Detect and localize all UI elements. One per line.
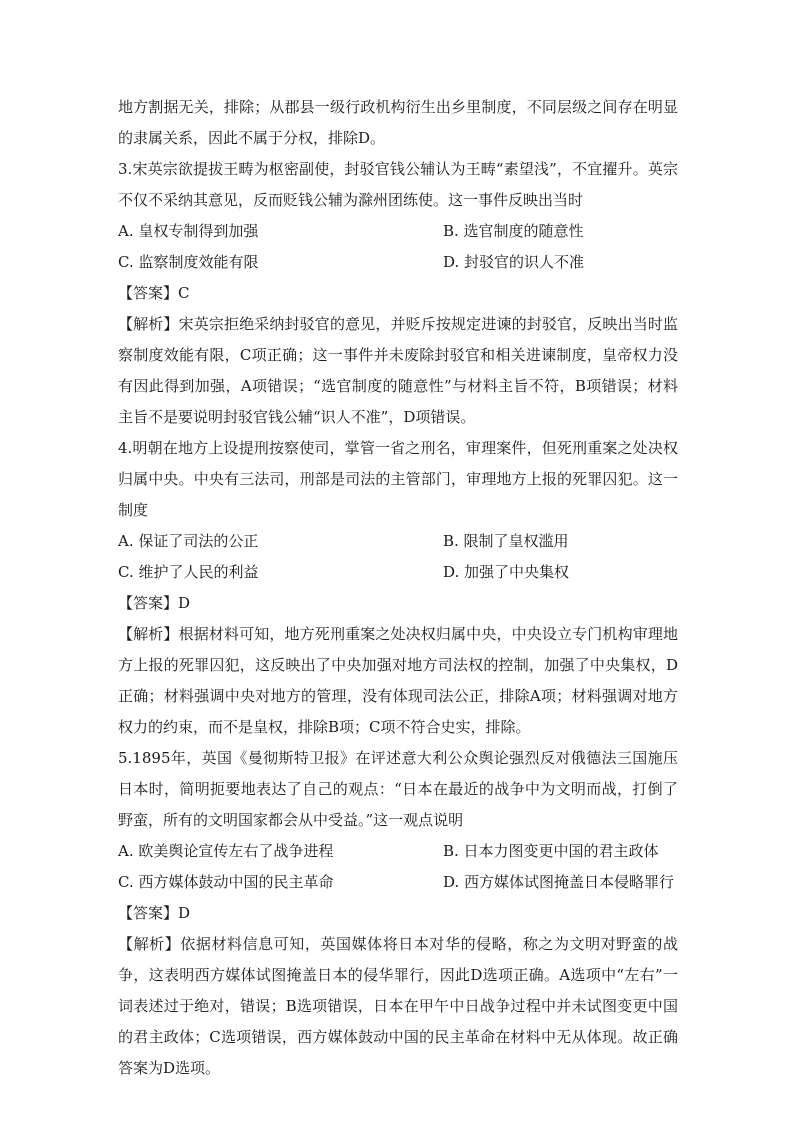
analysis-text: 依据材料信息可知，英国媒体将日本对华的侵略，称之为文明对野蛮的战争，这表明西方媒体试图掩盖日本的侵华罪行，因此D选项正确。A选项中“左右”一词表述过于绝对，错误；B选项错误，日本在甲午中日战争过程中并未试图变更中国的君主政体；C选项错误，西方媒体鼓动中国的民主革命在材料中无从体现。故正确答案为D选项。 [118,935,678,1077]
analysis-paragraph [118,309,678,433]
analysis-text: 根据材料可知，地方死刑重案之处决权归属中央，中央设立专门机构审理地方上报的死罪囚犯，这反映出了中央加强对地方司法权的控制，加强了中央集权，D正确；材料强调中央对地方的管理，没有体现司法公正，排除A项；材料强调对地方权力的约束，而不是皇权，排除B项；C项不符合史实，排除。 [118,625,678,736]
option-c: C. 西方媒体鼓动中国的民主革命 [118,873,334,891]
option-b: B. 选官制度的随意性 [443,222,584,240]
options-grid [118,526,678,588]
answer-line [118,278,678,309]
answer-value: C [178,284,190,302]
analysis-label: 【解析】 [118,625,179,643]
answer-line [118,588,678,619]
option-d: D. 加强了中央集权 [443,563,570,581]
option-a: A. 保证了司法的公正 [118,532,259,550]
answer-label: 【答案】 [118,904,179,922]
question-stem: 3.宋英宗欲提拔王畴为枢密副使，封驳官钱公辅认为王畴“素望浅”，不宜擢升。英宗不仅不采纳其意见，反而贬钱公辅为滁州团练使。这一事件反映出当时 [118,160,678,209]
question-5 [118,743,678,1084]
answer-line [118,898,678,929]
answer-label: 【答案】 [118,284,179,302]
option-a: A. 欧美舆论宣传左右了战争进程 [118,842,334,860]
answer-value: D [178,594,191,612]
analysis-label: 【解析】 [118,315,179,333]
analysis-text: 宋英宗拒绝采纳封驳官的意见，并贬斥按规定进谏的封驳官，反映出当时监察制度效能有限，C项正确；这一事件并未废除封驳官和相关进谏制度，皇帝权力没有因此得到加强，A项错误；“选官制度的随意性”与材料主旨不符，B项错误；材料主旨不是要说明封驳官钱公辅“识人不准”，D项错误。 [118,315,678,426]
option-d: D. 西方媒体试图掩盖日本侵略罪行 [443,873,675,891]
answer-label: 【答案】 [118,594,179,612]
option-b: B. 限制了皇权滥用 [443,532,569,550]
option-d: D. 封驳官的识人不准 [443,253,585,271]
document-page [118,92,678,1084]
option-b: B. 日本力图变更中国的君主政体 [443,842,659,860]
question-stem: 4.明朝在地方上设提刑按察使司，掌管一省之刑名，审理案件，但死刑重案之处决权归属中央。中央有三法司，刑部是司法的主管部门，审理地方上报的死罪囚犯。这一制度 [118,439,678,519]
question-4 [118,433,678,743]
intro-paragraph: 地方割据无关，排除；从郡县一级行政机构衍生出乡里制度，不同层级之间存在明显的隶属关系，因此不属于分权，排除D。 [118,98,678,147]
option-c: C. 维护了人民的利益 [118,563,259,581]
analysis-paragraph [118,929,678,1084]
question-3 [118,154,678,433]
question-stem: 5.1895年，英国《曼彻斯特卫报》在评述意大利公众舆论强烈反对俄德法三国施压日本时，简明扼要地表达了自己的观点：“日本在最近的战争中为文明而战，打倒了野蛮，所有的文明国家都会从中受益。”这一观点说明 [118,749,678,829]
answer-value: D [178,904,191,922]
options-grid [118,216,678,278]
analysis-paragraph [118,619,678,743]
option-a: A. 皇权专制得到加强 [118,222,259,240]
analysis-label: 【解析】 [118,935,181,953]
option-c: C. 监察制度效能有限 [118,253,259,271]
options-grid [118,836,678,898]
